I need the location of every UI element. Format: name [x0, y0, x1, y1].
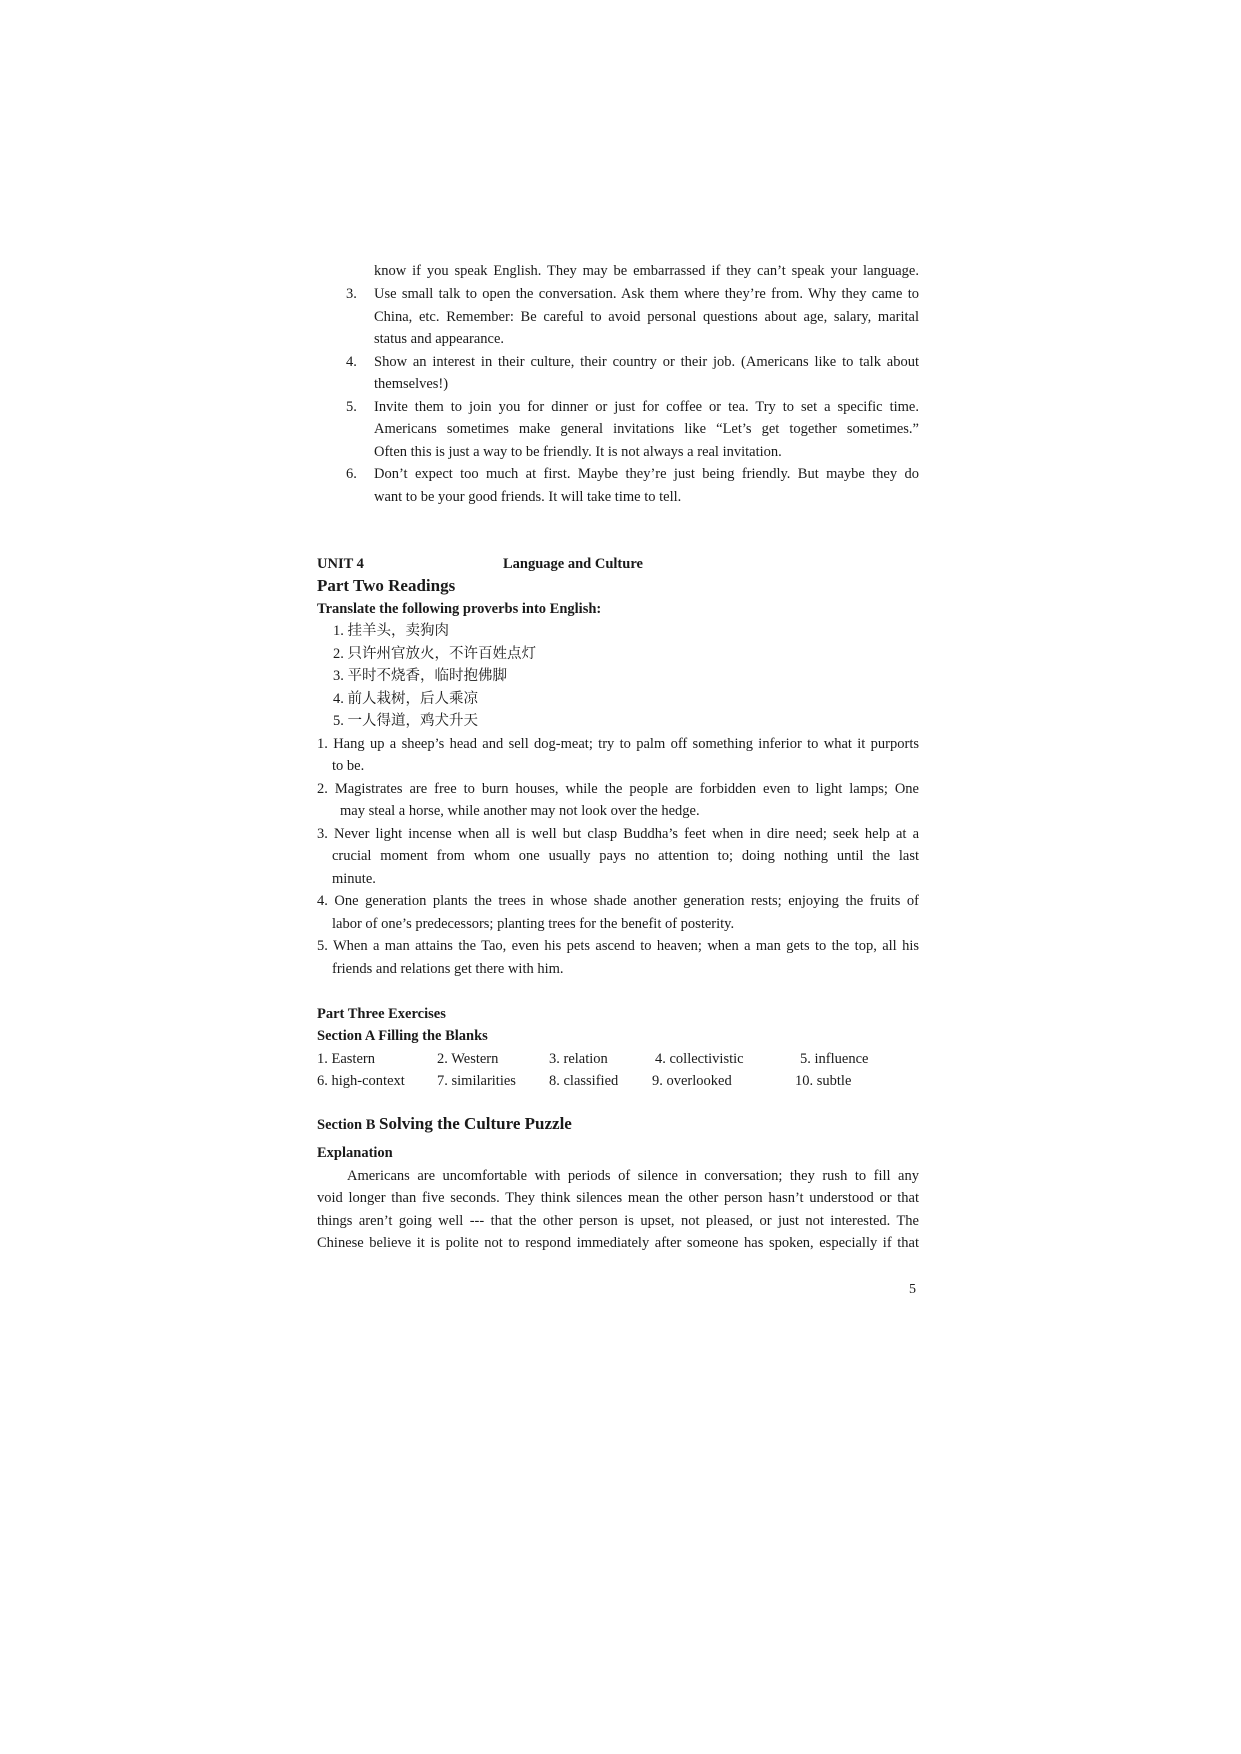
translation-line: 3. Never light incense when all is well but clasp Buddha’s feet when in dire need; seek help at a	[317, 826, 919, 842]
translation-line: may steal a horse, while another may not look over the hedge.	[340, 803, 700, 819]
intro-item-line: Show an interest in their culture, their country or their job. (Americans like to talk about	[374, 354, 919, 370]
translation-line: 5. When a man attains the Tao, even his pets ascend to heaven; when a man gets to the top, all his	[317, 938, 919, 954]
proverb-item: 1. 挂羊头，卖狗肉	[333, 623, 449, 639]
section-a-heading: Section A Filling the Blanks	[317, 1028, 488, 1044]
blank-answer: 3. relation	[549, 1051, 608, 1067]
intro-item-line: want to be your good friends. It will take time to tell.	[374, 489, 682, 505]
explanation-label: Explanation	[317, 1145, 393, 1161]
part-two-instruction: Translate the following proverbs into English:	[317, 601, 602, 617]
explanation-line: Americans are uncomfortable with periods of silence in conversation; they rush to fill any	[347, 1168, 919, 1184]
translation-line: friends and relations get there with him.	[332, 961, 564, 977]
translation-line: 4. One generation plants the trees in whose shade another generation rests; enjoying the fruits of	[317, 893, 919, 909]
part-three-heading: Part Three Exercises	[317, 1006, 446, 1022]
translation-line: minute.	[332, 871, 376, 887]
proverb-item: 2. 只许州官放火，不许百姓点灯	[333, 646, 536, 662]
intro-item-line: Don’t expect too much at first. Maybe they’re just being friendly. But maybe they do	[374, 466, 919, 482]
blank-answer: 6. high-context	[317, 1073, 405, 1089]
translation-line: crucial moment from whom one usually pays no attention to; doing nothing until the last	[332, 848, 919, 864]
page-number: 5	[909, 1282, 916, 1297]
translation-line: 1. Hang up a sheep’s head and sell dog-meat; try to palm off something inferior to what it purports	[317, 736, 919, 752]
intro-item-number: 3.	[346, 286, 357, 302]
intro-item-line: themselves!)	[374, 376, 449, 392]
intro-item-number: 5.	[346, 399, 357, 415]
intro-item-line: status and appearance.	[374, 331, 505, 347]
unit-title: Language and Culture	[503, 556, 643, 572]
blank-answer: 5. influence	[800, 1051, 869, 1067]
explanation-line: void longer than five seconds. They think silences mean the other person hasn’t understood or that	[317, 1190, 919, 1206]
part-two-heading: Part Two Readings	[317, 576, 456, 595]
intro-item-line: Invite them to join you for dinner or just for coffee or tea. Try to set a specific time.	[374, 399, 919, 415]
intro-item-number: 4.	[346, 354, 357, 370]
blank-answer: 9. overlooked	[652, 1073, 732, 1089]
explanation-line: things aren’t going well --- that the other person is upset, not pleased, or just not interested. The	[317, 1213, 919, 1229]
translation-line: 2. Magistrates are free to burn houses, while the people are forbidden even to light lamps; One	[317, 781, 919, 797]
proverb-item: 3. 平时不烧香，临时抱佛脚	[333, 668, 507, 684]
blank-answer: 1. Eastern	[317, 1051, 375, 1067]
section-b-label: Section B	[317, 1117, 376, 1133]
section-b-heading	[317, 1113, 572, 1137]
intro-item-number: 6.	[346, 466, 357, 482]
proverb-item: 5. 一人得道，鸡犬升天	[333, 713, 478, 729]
explanation-line: Chinese believe it is polite not to respond immediately after someone has spoken, especially if that	[317, 1235, 919, 1251]
blank-answer: 7. similarities	[437, 1073, 516, 1089]
intro-item-line: Often this is just a way to be friendly. It is not always a real invitation.	[374, 444, 782, 460]
intro-item-line: Use small talk to open the conversation. Ask them where they’re from. Why they came to	[374, 286, 919, 302]
translation-line: to be.	[332, 758, 365, 774]
blank-answer: 2. Western	[437, 1051, 499, 1067]
intro-item-line: Americans sometimes make general invitations like “Let’s get together sometimes.”	[374, 421, 919, 437]
proverb-item: 4. 前人栽树，后人乘凉	[333, 691, 478, 707]
blank-answer: 4. collectivistic	[655, 1051, 744, 1067]
blank-answer: 8. classified	[549, 1073, 619, 1089]
translation-line: labor of one’s predecessors; planting trees for the benefit of posterity.	[332, 916, 735, 932]
blank-answer: 10. subtle	[795, 1073, 852, 1089]
intro-continuation-line: know if you speak English. They may be embarrassed if they can’t speak your language.	[374, 263, 919, 279]
unit-label: UNIT 4	[317, 556, 364, 572]
intro-item-line: China, etc. Remember: Be careful to avoid personal questions about age, salary, marital	[374, 309, 919, 325]
section-b-title: Solving the Culture Puzzle	[379, 1114, 572, 1133]
